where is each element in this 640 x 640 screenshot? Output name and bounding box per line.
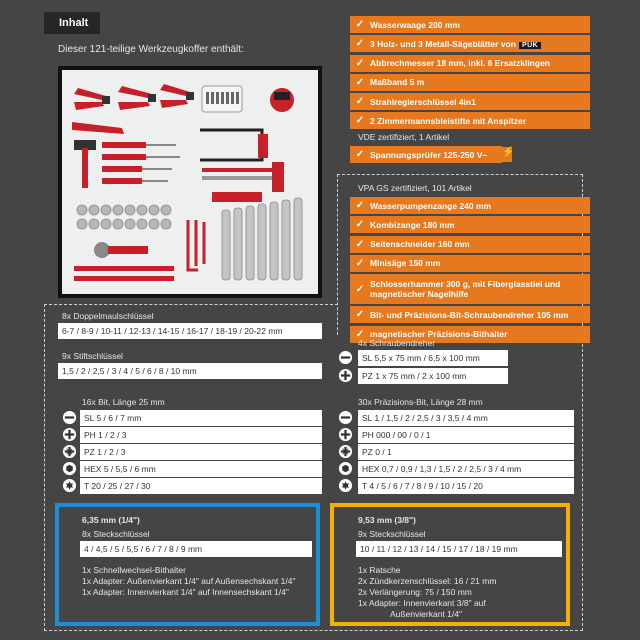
slotted-icon xyxy=(62,410,77,425)
vde-list xyxy=(350,146,590,165)
vpa-title: VPA GS zertifiziert, 101 Artikel xyxy=(358,183,472,193)
list-item: ✓ Abbrechmesser 18 mm, inkl. 6 Ersatzklingen xyxy=(350,55,590,72)
pozidriv-icon xyxy=(338,444,353,459)
intro-text: Dieser 121-teilige Werkzeugkoffer enthält: xyxy=(58,44,244,55)
list-item: ✓ Seitenschneider 160 mm xyxy=(350,236,590,253)
threeeighths-line: 1x Adapter: Innenvierkant 3/8" auf xyxy=(358,598,486,608)
bit-row: PH 1 / 2 / 3 xyxy=(80,427,322,443)
torx-icon xyxy=(62,478,77,493)
check-icon: ✓ xyxy=(355,38,365,50)
check-icon: ✓ xyxy=(355,96,365,108)
quarter-sizes: 4 / 4,5 / 5 / 5,5 / 6 / 7 / 8 / 9 mm xyxy=(80,541,312,557)
check-icon: ✓ xyxy=(355,57,365,69)
pozidriv-icon xyxy=(62,444,77,459)
check-icon: ✓ xyxy=(355,19,365,30)
orange-list-top xyxy=(350,16,590,132)
phillips-icon xyxy=(62,427,77,442)
bit-row: HEX 5 / 5,5 / 6 mm xyxy=(80,461,322,477)
bit-row: PZ 1 / 2 / 3 xyxy=(80,444,322,460)
list-item: ✓ 2 Zimmermannsbleistifte mit Anspitzer xyxy=(350,112,590,129)
list-item: ✓ Schlosserhammer 300 g, mit Fiberglasstiel und magnetischer Nagelhilfe xyxy=(350,274,590,304)
check-icon: ✓ xyxy=(355,76,365,88)
section-tag: Inhalt xyxy=(44,12,100,34)
threeeighths-sizes: 10 / 11 / 12 / 13 / 14 / 15 / 17 / 18 / 19 mm xyxy=(356,541,562,557)
bit-row: T 20 / 25 / 27 / 30 xyxy=(80,478,322,494)
doppelmaul-sizes: 6-7 / 8-9 / 10-11 / 12-13 / 14-15 / 16-17 / 18-19 / 20-22 mm xyxy=(58,323,322,339)
schraubendreher-title: 4x Schraubendreher xyxy=(358,338,436,348)
quarter-line: 1x Schnellwechsel-Bithalter xyxy=(82,565,186,575)
tool-set-illustration xyxy=(62,70,318,294)
voltage-icon: ⚡ xyxy=(502,147,512,162)
product-photo xyxy=(58,66,322,298)
list-item: ✓ Kombizange 180 mm xyxy=(350,216,590,233)
bit-row: SL 5 / 6 / 7 mm xyxy=(80,410,322,426)
check-icon: ✓ xyxy=(355,328,365,340)
list-item: ✓ Wasserpumpenzange 240 mm xyxy=(350,197,590,214)
precision-row: T 4 / 5 / 6 / 7 / 8 / 9 / 10 / 15 / 20 xyxy=(358,478,574,494)
list-item: ✓ 3 Holz- und 3 Metall-Sägeblätter von PUK xyxy=(350,35,590,52)
list-item: ✓ Strahlreglerschlüssel 4in1 xyxy=(350,93,590,110)
check-icon: ✓ xyxy=(355,200,365,211)
schraubendreher-row: SL 5,5 x 75 mm / 6,5 x 100 mm xyxy=(358,350,508,366)
slotted-icon xyxy=(338,350,353,365)
quarter-sub: 8x Steckschlüssel xyxy=(82,529,150,539)
threeeighths-line: 1x Ratsche xyxy=(358,565,401,575)
precision-row: PH 000 / 00 / 0 / 1 xyxy=(358,427,574,443)
slotted-icon xyxy=(338,410,353,425)
torx-icon xyxy=(338,478,353,493)
puk-logo: PUK xyxy=(519,42,541,49)
list-item: ✓ Wasserwaage 200 mm xyxy=(350,16,590,33)
precision-row: HEX 0,7 / 0,9 / 1,3 / 1,5 / 2 / 2,5 / 3 / 4 mm xyxy=(358,461,574,477)
list-item: ✓ magnetischer Präzisions-Bithalter xyxy=(350,326,590,343)
list-item: ✓ Maßband 5 m xyxy=(350,74,590,91)
doppelmaul-title: 8x Doppelmaulschlüssel xyxy=(62,311,154,321)
check-icon: ✓ xyxy=(355,115,365,127)
phillips-icon xyxy=(338,427,353,442)
precision-title: 30x Präzisions-Bit, Länge 28 mm xyxy=(358,397,483,407)
phillips-icon xyxy=(338,368,353,383)
threeeighths-sub: 9x Steckschlüssel xyxy=(358,529,426,539)
stift-title: 9x Stiftschlüssel xyxy=(62,351,123,361)
check-icon: ✓ xyxy=(355,257,365,269)
quarter-line: 1x Adapter: Innenvierkant 1/4" auf Innensechskant 1/4" xyxy=(82,587,289,597)
threeeighths-line: Außenvierkant 1/4" xyxy=(390,609,463,619)
list-item: ✓ Spannungsprüfer 125-250 V~ ⚡ xyxy=(350,146,502,163)
list-item: ✓ Minisäge 150 mm xyxy=(350,255,590,272)
quarter-line: 1x Adapter: Außenvierkant 1/4" auf Außensechskant 1/4" xyxy=(82,576,296,586)
check-icon: ✓ xyxy=(355,219,365,231)
hex-icon xyxy=(62,461,77,476)
stift-sizes: 1,5 / 2 / 2,5 / 3 / 4 / 5 / 6 / 8 / 10 mm xyxy=(58,363,322,379)
quarter-title: 6,35 mm (1/4") xyxy=(82,515,140,525)
threeeighths-line: 2x Zündkerzenschlüssel: 16 / 21 mm xyxy=(358,576,497,586)
schraubendreher-row: PZ 1 x 75 mm / 2 x 100 mm xyxy=(358,368,508,384)
list-item: ✓ Bit- und Präzisions-Bit-Schraubendreher 105 mm xyxy=(350,306,590,323)
check-icon: ✓ xyxy=(355,238,365,250)
threeeighths-title: 9,53 mm (3/8") xyxy=(358,515,416,525)
check-icon: ✓ xyxy=(355,149,365,160)
check-icon: ✓ xyxy=(355,309,365,321)
threeeighths-line: 2x Verlängerung: 75 / 150 mm xyxy=(358,587,472,597)
precision-row: SL 1 / 1,5 / 2 / 2,5 / 3 / 3,5 / 4 mm xyxy=(358,410,574,426)
hex-icon xyxy=(338,461,353,476)
check-icon: ✓ xyxy=(355,283,365,295)
bits-title: 16x Bit, Länge 25 mm xyxy=(82,397,165,407)
vpa-list xyxy=(350,197,590,345)
precision-row: PZ 0 / 1 xyxy=(358,444,574,460)
dashed-top-left xyxy=(44,304,338,305)
vde-title: VDE zertifiziert, 1 Artikel xyxy=(358,132,450,142)
